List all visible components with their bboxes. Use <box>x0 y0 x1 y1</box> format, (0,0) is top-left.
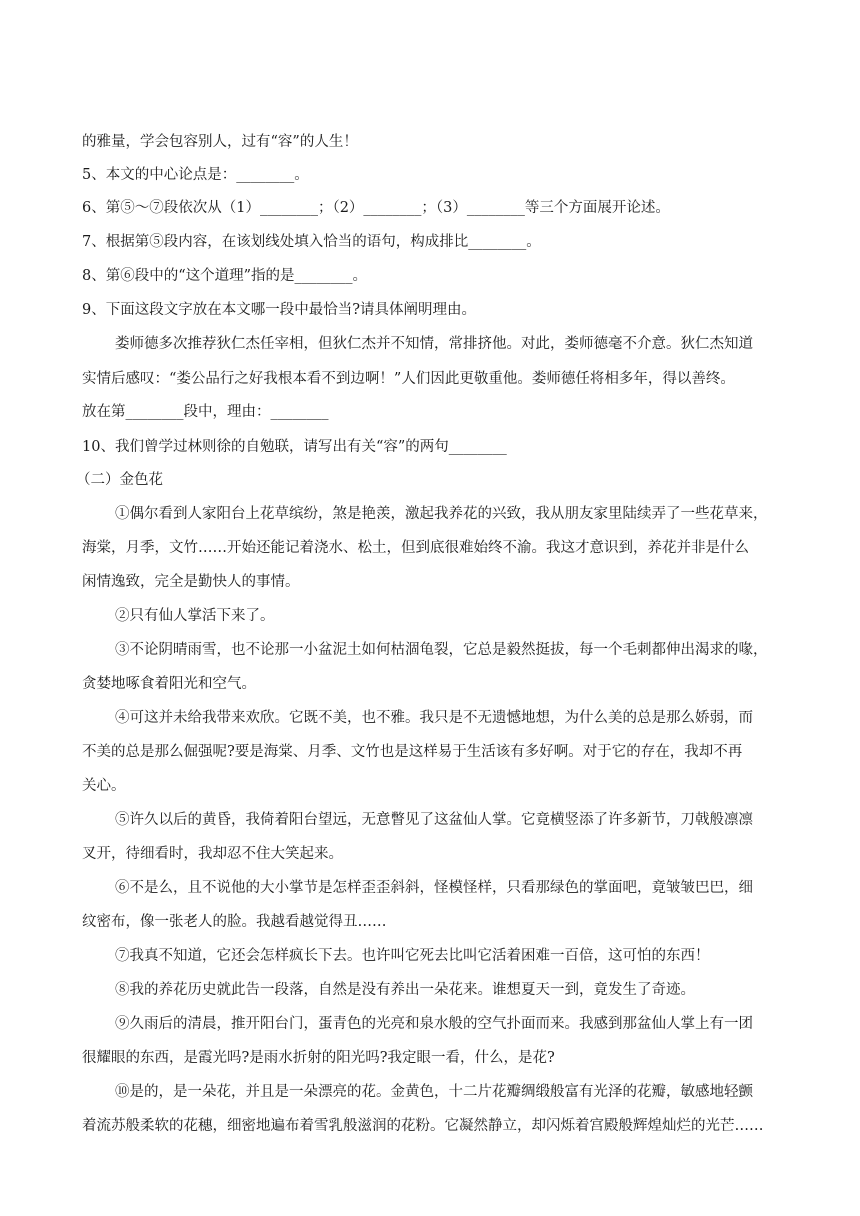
paragraph-line: ①偶尔看到人家阳台上花草缤纷，煞是艳羡，激起我养花的兴致，我从朋友家里陆续弄了一些花草来， <box>115 506 768 522</box>
question-8: 8、第⑥段中的“这个道理”指的是________。 <box>82 268 368 284</box>
text-line: 的雅量，学会包容别人，过有“容”的人生！ <box>82 134 358 150</box>
paragraph-line: ⑦我真不知道，它还会怎样疯长下去。也许叫它死去比叫它活着困难一百倍，这可怕的东西！ <box>115 948 710 964</box>
quoted-passage-line: 娄师德多次推荐狄仁杰任宰相，但狄仁杰并不知情，常排挤他。对此，娄师德毫不介意。狄仁杰知道 <box>115 336 753 352</box>
question-7: 7、根据第⑤段内容，在该划线处填入恰当的语句，构成排比________。 <box>82 234 541 250</box>
paragraph-line: 海棠，月季，文竹……开始还能记着浇水、松土，但到底很难始终不渝。我这才意识到，养花并非是什么 <box>82 540 749 556</box>
paragraph-line: ④可这并未给我带来欢欣。它既不美，也不雅。我只是不无遗憾地想，为什么美的总是那么娇弱，而 <box>115 710 753 726</box>
question-9: 9、下面这段文字放在本文哪一段中最恰当?请具体阐明理由。 <box>82 302 476 318</box>
question-6: 6、第⑤～⑦段依次从（1）________；（2）________；（3）________等三个方面展开论述。 <box>82 200 670 216</box>
question-5: 5、本文的中心论点是：________。 <box>82 167 309 183</box>
question-10: 10、我们曾学过林则徐的自勉联，请写出有关“容”的两句________ <box>82 439 507 455</box>
paragraph-line: ⑥不是么，且不说他的大小掌节是怎样歪歪斜斜，怪模怪样，只看那绿色的掌面吧，竟皱皱巴巴，细 <box>115 880 753 896</box>
paragraph-line: 贪婪地啄食着阳光和空气。 <box>82 676 256 692</box>
quoted-passage-line: 实情后感叹：“娄公品行之好我根本看不到边啊！”人们因此更敬重他。娄师德任将相多年，得以善终。 <box>82 371 735 387</box>
paragraph-line: ⑤许久以后的黄昏，我倚着阳台望远，无意瞥见了这盆仙人掌。它竟横竖添了许多新节，刀戟般凛凛 <box>115 812 753 828</box>
paragraph-line: 叉开，待细看时，我却忍不住大笑起来。 <box>82 846 343 862</box>
paragraph-line: ②只有仙人掌活下来了。 <box>115 608 275 624</box>
paragraph-line: ⑨久雨后的清晨，推开阳台门，蛋青色的光亮和泉水般的空气扑面而来。我感到那盆仙人掌上有一团 <box>115 1016 753 1032</box>
paragraph-line: 闲情逸致，完全是勤快人的事情。 <box>82 574 300 590</box>
paragraph-line: 关心。 <box>82 778 126 794</box>
paragraph-line: 纹密布，像一张老人的脸。我越看越觉得丑…… <box>82 914 387 930</box>
paragraph-line: 很耀眼的东西，是霞光吗?是雨水折射的阳光吗?我定眼一看，什么，是花? <box>82 1050 555 1066</box>
answer-line: 放在第________段中，理由：________ <box>82 404 329 420</box>
section-heading: （二）金色花 <box>76 472 163 488</box>
paragraph-line: ⑩是的，是一朵花，并且是一朵漂亮的花。金黄色，十二片花瓣绸缎般富有光泽的花瓣，敏感地轻颤 <box>115 1084 753 1100</box>
paragraph-line: ③不论阴晴雨雪，也不论那一小盆泥土如何枯涸龟裂，它总是毅然挺拔，每一个毛刺都伸出渴求的喙， <box>115 642 768 658</box>
paragraph-line: 不美的总是那么倔强呢?要是海棠、月季、文竹也是这样易于生活该有多好啊。对于它的存在，我却不再 <box>82 744 743 760</box>
paragraph-line: ⑧我的养花历史就此告一段落，自然是没有养出一朵花来。谁想夏天一到，竟发生了奇迹。 <box>115 982 695 998</box>
paragraph-line: 着流苏般柔软的花穗，细密地遍布着雪乳般滋润的花粉。它凝然静立，却闪烁着宫殿般辉煌灿烂的光芒…… <box>82 1118 764 1134</box>
